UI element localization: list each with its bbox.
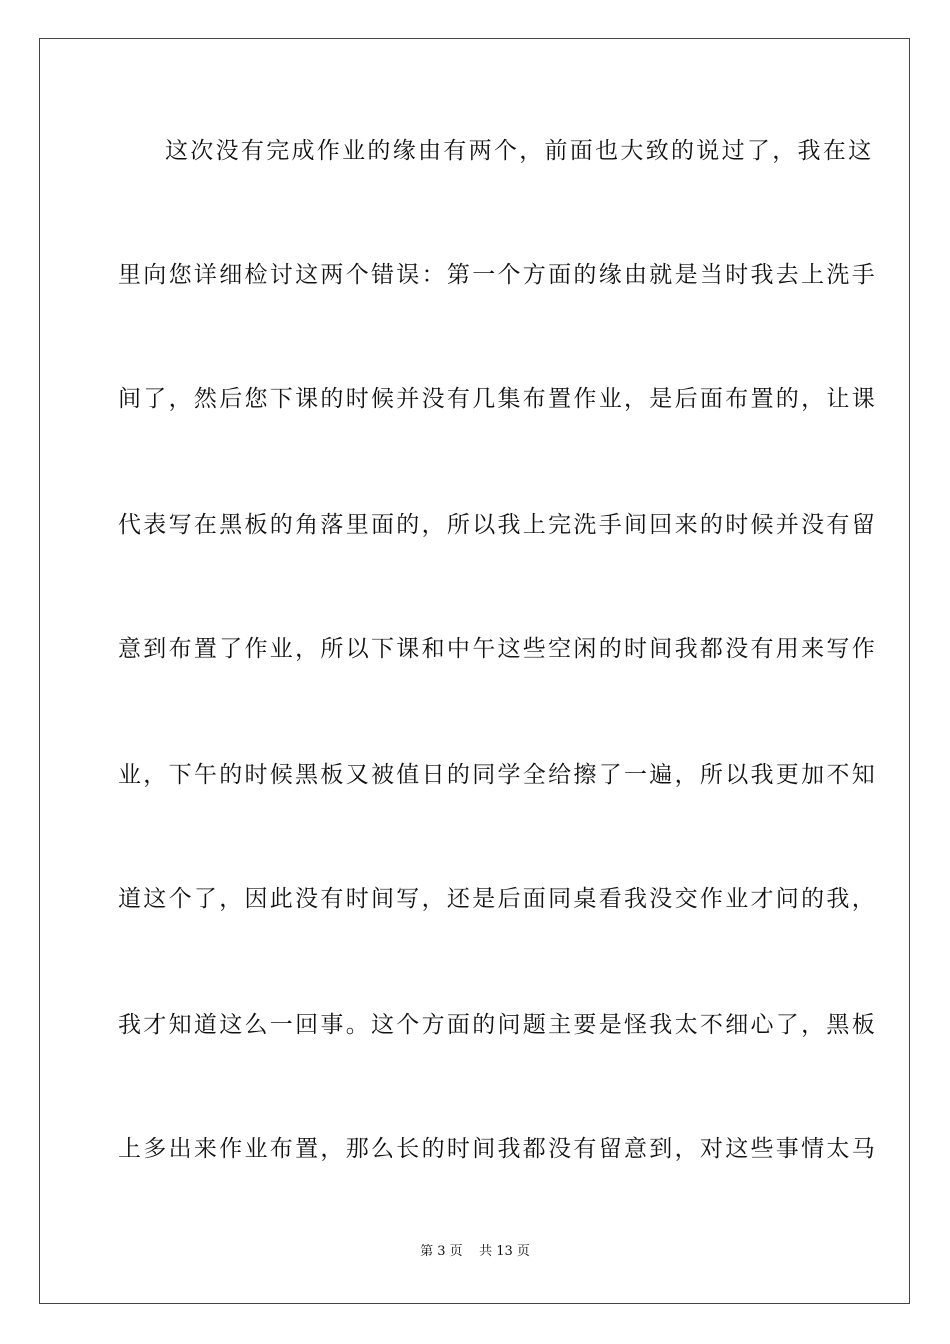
- text-line-4: 代表写在黑板的角落里面的，所以我上完洗手间回来的时候并没有留: [118, 512, 877, 538]
- page-number-footer: 第 3 页 共 13 页: [420, 1244, 530, 1259]
- text-line-1: 这次没有完成作业的缘由有两个，前面也大致的说过了，我在这: [165, 138, 874, 164]
- text-line-6: 业，下午的时候黑板又被值日的同学全给擦了一遍，所以我更加不知: [118, 762, 877, 788]
- text-line-7: 道这个了，因此没有时间写，还是后面同桌看我没交作业才问的我，: [118, 886, 877, 912]
- page-border: [39, 38, 910, 1304]
- text-line-3: 间了，然后您下课的时候并没有几集布置作业，是后面布置的，让课: [118, 386, 877, 412]
- text-line-2: 里向您详细检讨这两个错误：第一个方面的缘由就是当时我去上洗手: [118, 262, 877, 288]
- text-line-8: 我才知道这么一回事。这个方面的问题主要是怪我太不细心了，黑板: [118, 1012, 877, 1038]
- text-line-9: 上多出来作业布置，那么长的时间我都没有留意到，对这些事情太马: [118, 1136, 877, 1162]
- text-line-5: 意到布置了作业，所以下课和中午这些空闲的时间我都没有用来写作: [118, 636, 877, 662]
